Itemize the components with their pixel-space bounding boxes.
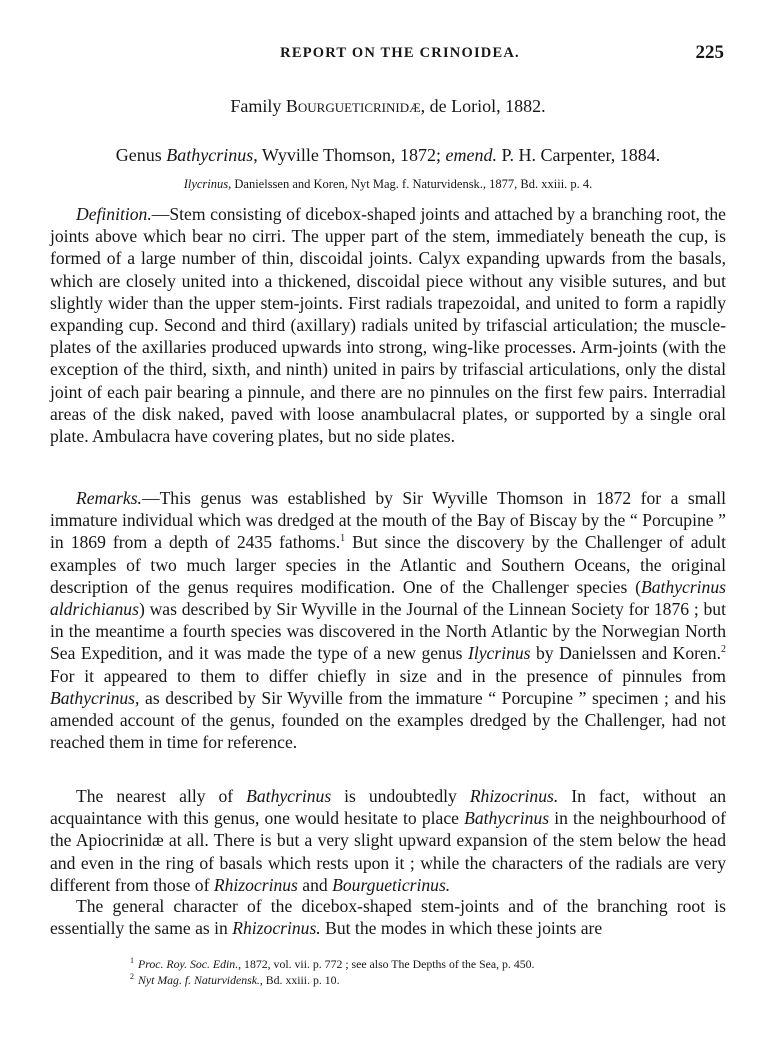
footnote-number: 2 xyxy=(130,972,134,982)
general-text-1: The general character of the dicebox-shaped stem-joints and of the branching root is essentially the same as in xyxy=(50,896,726,939)
definition-label: Definition. xyxy=(76,204,152,224)
genus-emend: emend. xyxy=(445,145,497,165)
genus-name: Bathycrinus xyxy=(166,145,254,165)
family-heading xyxy=(0,96,776,117)
remarks-text-1: —This genus was established by Sir Wyville Thomson in 1872 for a small immature individual which was dredged at the mouth of the Bay of Biscay by the “ Porcupine ” in 1869 from a depth of 2435 fathoms. xyxy=(50,488,726,553)
ally-text-5: and xyxy=(297,874,333,895)
footnote-journal: Nyt Mag. f. Naturvidensk. xyxy=(138,973,260,987)
ally-rhizocrinus-1: Rhizocrinus. xyxy=(469,786,559,806)
ally-paragraph xyxy=(50,785,726,896)
footnote-text: , Bd. xxiii. p. 10. xyxy=(259,973,340,987)
remarks-text-5: For it appeared to them to differ chiefly in size and in the presence of pinnules from xyxy=(50,665,726,686)
general-rhizocrinus: Rhizocrinus. xyxy=(232,918,321,939)
running-title: REPORT ON THE CRINOIDEA. xyxy=(280,45,520,61)
ally-rhizocrinus-2: Rhizocrinus xyxy=(213,874,298,895)
remarks-text-6: as described by Sir Wyville from the immature “ Porcupine ” specimen ; and his amended account of the genus, founded on the examples dredged by the Challenger, had not reached them in time for reference. xyxy=(50,687,726,753)
genus-heading xyxy=(0,145,776,166)
ally-bourgueticrinus: Bourgueticrinus. xyxy=(332,874,451,895)
remarks-text-3: ) was described by Sir Wyville in the Journal of the Linnean Society for 1876 ; but in the meantime a fourth species was discovered in the North Atlantic by the Norwegian North Sea Expedition, and it was made the type of a new genus xyxy=(50,599,726,664)
footnotes xyxy=(130,956,730,988)
definition-text: —Stem consisting of dicebox-shaped joints and attached by a branching root, the joints above which bear no cirri. The upper part of the stem, immediately beneath the cup, is formed of a large number of thin, discoidal joints. Calyx expanding upwards from the basals, which are closely united into a thickened, discoidal piece without any visible sutures, and but slightly wider than the upper stem-joints. First radials trapezoidal, and united to form a rapidly expanding cup. Second and third (axillary) radials united by trifascial articulation; the muscle-plates of the axillaries produced upwards into strong, wing-like processes. Arm-joints (with the exception of the third, sixth, and ninth) united in pairs by trifascial articulations, only the distal joint of each pair bearing a pinnule, and there are no pinnules on the first few pairs. Interradial areas of the disk naked, paved with loose anambulacral plates, or supported by a single oral plate. Ambulacra have covering plates, but no side plates. xyxy=(50,204,726,447)
general-paragraph xyxy=(50,895,726,939)
family-authority: , de Loriol, 1882. xyxy=(420,96,546,116)
ally-text-4: in the neighbourhood of the Apiocrinidæ at all. There is but a very slight upward expansion of the stem below the head and even in the ring of basals which rests upon it ; while the characters of the radials are very different from those of xyxy=(50,808,726,895)
genus-ilycrinus: Ilycrinus xyxy=(467,643,531,664)
remarks-label: Remarks. xyxy=(76,488,142,508)
footnote-number: 1 xyxy=(130,956,134,966)
remarks-paragraph xyxy=(50,487,726,753)
remarks-text-4: by Danielssen and Koren. xyxy=(530,643,721,664)
synonym-line xyxy=(0,177,776,192)
species-name: Bathycrinus aldrichianus xyxy=(50,576,726,620)
genus-emend-author: P. H. Carpenter, 1884. xyxy=(496,145,661,165)
ally-text-1: The nearest ally of xyxy=(76,786,247,806)
genus-bathycrinus: Bathycrinus, xyxy=(50,687,140,708)
ally-bathycrinus-1: Bathycrinus xyxy=(246,786,332,806)
definition-paragraph xyxy=(50,203,726,447)
footnote-ref-2[interactable]: 2 xyxy=(721,644,726,656)
footnote xyxy=(130,972,730,988)
footnote-text: , 1872, vol. vii. p. 772 ; see also The Depths of the Sea, p. 450. xyxy=(238,957,535,971)
family-prefix: Family xyxy=(230,96,286,116)
remarks-text-2: But since the discovery by the Challenger of adult examples of two much larger species in the Atlantic and Southern Oceans, the original description of the genus requires modification. One of the Challenger species ( xyxy=(50,532,726,597)
page-number: 225 xyxy=(695,42,724,63)
footnote-journal: Proc. Roy. Soc. Edin. xyxy=(138,957,239,971)
ally-bathycrinus-2: Bathycrinus xyxy=(464,808,550,829)
synonym-name: Ilycrinus xyxy=(183,177,229,191)
general-text-2: But the modes in which these joints are xyxy=(320,918,603,939)
footnote xyxy=(130,956,730,972)
ally-text-3: In fact, without an acquaintance with this genus, one would hesitate to place xyxy=(50,786,726,829)
ally-text-2: is undoubtedly xyxy=(331,786,470,806)
synonym-citation: , Danielssen and Koren, Nyt Mag. f. Naturvidensk., 1877, Bd. xxiii. p. 4. xyxy=(228,177,593,191)
footnote-ref-1[interactable]: 1 xyxy=(340,533,346,545)
genus-prefix: Genus xyxy=(115,145,167,165)
family-name: Bourgueticrinidæ xyxy=(285,96,421,116)
genus-authority: , Wyville Thomson, 1872; xyxy=(253,145,446,165)
running-head xyxy=(76,42,724,64)
